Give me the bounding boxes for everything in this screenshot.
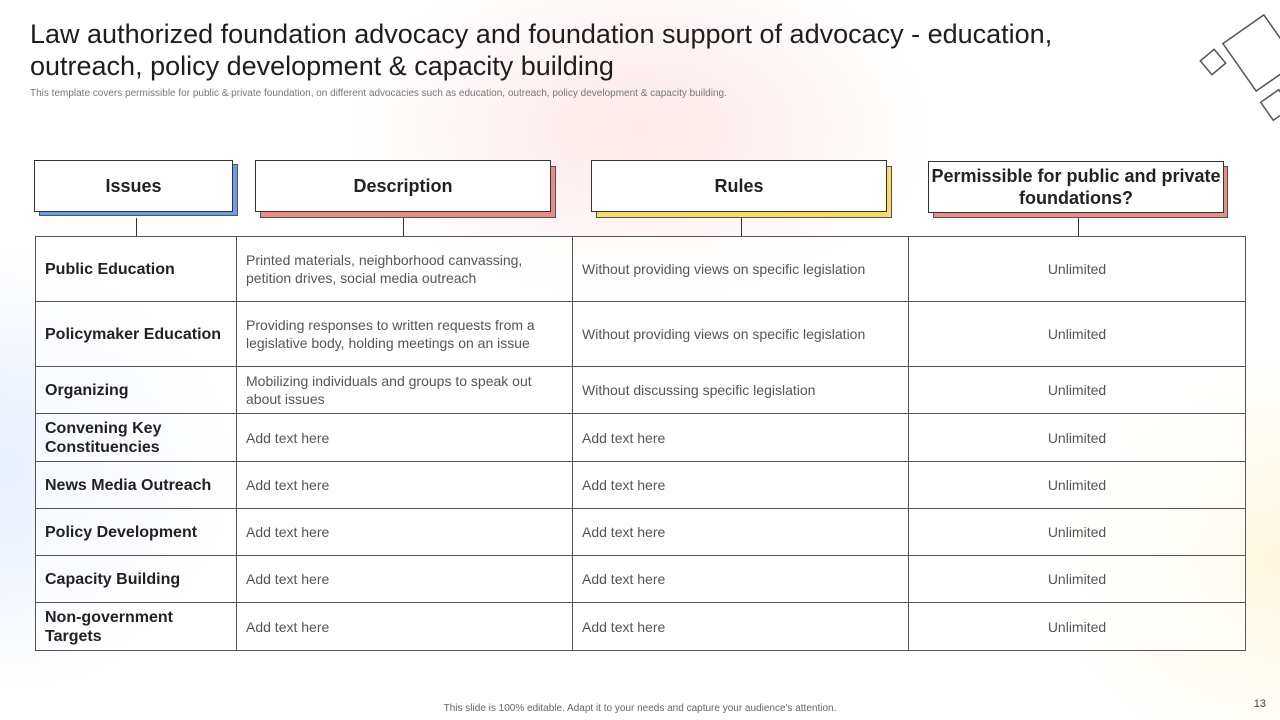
diamond-squares-icon <box>1195 10 1280 125</box>
issue-cell: Capacity Building <box>36 556 237 603</box>
description-cell: Add text here <box>237 509 573 556</box>
permissible-cell: Unlimited <box>909 302 1246 367</box>
table-row <box>36 509 1246 556</box>
table-row <box>36 556 1246 603</box>
connector-rules <box>741 218 742 236</box>
connector-description <box>403 218 404 236</box>
slide-title: Law authorized foundation advocacy and foundation support of advocacy - education, outreach, policy development & capacity building <box>30 19 1053 81</box>
rules-cell: Without providing views on specific legislation <box>573 237 909 302</box>
header-issues: Issues <box>34 160 233 212</box>
description-cell: Add text here <box>237 462 573 509</box>
permissible-cell: Unlimited <box>909 556 1246 603</box>
permissible-cell: Unlimited <box>909 509 1246 556</box>
description-cell: Mobilizing individuals and groups to speak out about issues <box>237 367 573 414</box>
table-row <box>36 462 1246 509</box>
permissible-cell: Unlimited <box>909 367 1246 414</box>
permissible-cell: Unlimited <box>909 603 1246 651</box>
issue-cell: Policy Development <box>36 509 237 556</box>
page-number: 13 <box>1253 698 1266 710</box>
issue-cell: Public Education <box>36 237 237 302</box>
description-cell: Add text here <box>237 556 573 603</box>
connector-permissible <box>1078 218 1079 236</box>
issue-cell: Organizing <box>36 367 237 414</box>
issue-cell: Policymaker Education <box>36 302 237 367</box>
issue-cell: Convening Key Constituencies <box>36 414 237 462</box>
rules-cell: Add text here <box>573 414 909 462</box>
description-cell: Printed materials, neighborhood canvassing, petition drives, social media outreach <box>237 237 573 302</box>
slide-subtitle: This template covers permissible for public & private foundation, on different advocacies such as education, outreach, policy development & capacity building. <box>30 88 727 99</box>
rules-cell: Without discussing specific legislation <box>573 367 909 414</box>
header-description: Description <box>255 160 551 212</box>
issue-cell: Non-government Targets <box>36 603 237 651</box>
rules-cell: Add text here <box>573 556 909 603</box>
description-cell: Add text here <box>237 603 573 651</box>
table-row <box>36 367 1246 414</box>
permissible-cell: Unlimited <box>909 462 1246 509</box>
rules-cell: Add text here <box>573 603 909 651</box>
description-cell: Providing responses to written requests from a legislative body, holding meetings on an issue <box>237 302 573 367</box>
issue-cell: News Media Outreach <box>36 462 237 509</box>
table-row <box>36 603 1246 651</box>
table-row <box>36 302 1246 367</box>
rules-cell: Add text here <box>573 509 909 556</box>
description-cell: Add text here <box>237 414 573 462</box>
rules-cell: Without providing views on specific legislation <box>573 302 909 367</box>
permissible-cell: Unlimited <box>909 237 1246 302</box>
connector-issues <box>136 218 137 236</box>
rules-cell: Add text here <box>573 462 909 509</box>
footer-note: This slide is 100% editable. Adapt it to your needs and capture your audience's attention. <box>443 703 837 714</box>
table-row <box>36 237 1246 302</box>
permissible-cell: Unlimited <box>909 414 1246 462</box>
advocacy-table <box>35 236 1246 651</box>
table-row <box>36 414 1246 462</box>
header-permissible: Permissible for public and private foundations? <box>928 161 1224 213</box>
header-rules: Rules <box>591 160 887 212</box>
